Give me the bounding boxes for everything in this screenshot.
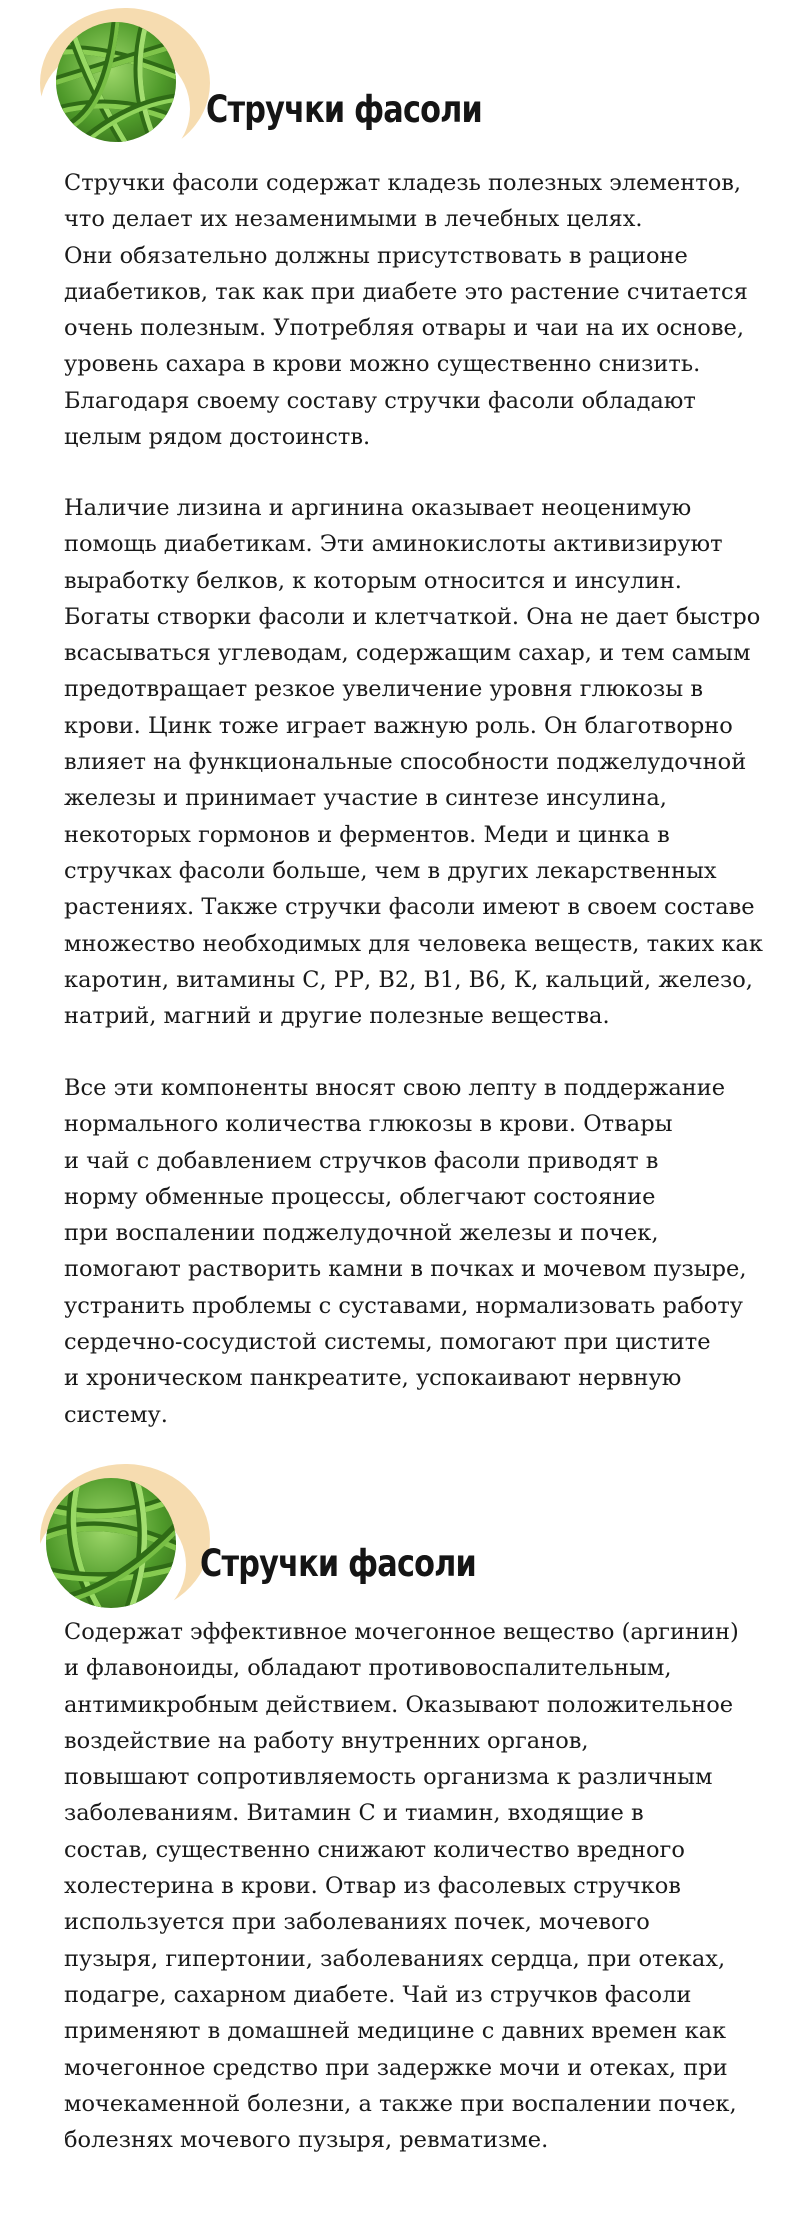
paragraph: Наличие лизина и аргинина оказывает неоценимую помощь диабетикам. Эти аминокислоты активизируют выработку белков, к которым относится и инсулин. Богаты створки фасоли и клетчаткой. Она не дает быстро всасываться углеводам, содержащим сахар, и тем самым предотвращает резкое увеличение уровня глюкозы в крови. Цинк тоже играет важную роль. Он благотворно влияет на функциональные способности поджелудочной железы и принимает участие в синтезе инсулина, некоторых гормонов и ферментов. Меди и цинка в стручках фасоли больше, чем в других лекарственных растениях. Также стручки фасоли имеют в своем составе множество необходимых для человека веществ, таких как каротин, витамины С, РР, В2, В1, В6, К, кальций, железо, натрий, магний и другие полезные вещества. [64,495,763,1030]
section-title: Стручки фасоли [206,88,483,131]
section-header [0,0,800,170]
section-title: Стручки фасоли [200,1542,477,1585]
section-header [0,1452,800,1622]
green-beans-image [56,22,176,142]
green-beans-illustration [46,1478,176,1608]
green-beans-illustration [56,22,176,142]
green-beans-image [46,1478,176,1608]
paragraph: Стручки фасоли содержат кладезь полезных элементов, что делает их незаменимыми в лечебных целях. Они обязательно должны присутствовать в рационе диабетиков, так как при диабете это растение считается очень полезным. Употребляя отвары и чаи на их основе, уровень сахара в крови можно существенно снизить. Благодаря своему составу стручки фасоли обладают целым рядом достоинств. [64,170,748,451]
paragraph: Все эти компоненты вносят свою лепту в поддержание нормального количества глюкозы в крови. Отвары и чай с добавлением стручков фасоли приводят в норму обменные процессы, облегчают состояние при воспалении поджелудочной железы и почек, помогают растворить камни в почках и мочевом пузыре, устранить проблемы с суставами, нормализовать работу сердечно-сосудистой системы, помогают при цистите и хроническом панкреатите, успокаивают нервную систему. [64,1075,747,1428]
paragraph: Содержат эффективное мочегонное вещество (аргинин) и флавоноиды, обладают противовоспалительным, антимикробным действием. Оказывают положительное воздействие на работу внутренних органов, повышают сопротивляемость организма к различным заболеваниям. Витамин С и тиамин, входящие в состав, существенно снижают количество вредного холестерина в крови. Отвар из фасолевых стручков используется при заболеваниях почек, мочевого пузыря, гипертонии, заболеваниях сердца, при отеках, подагре, сахарном диабете. Чай из стручков фасоли применяют в домашней медицине с давних времен как мочегонное средство при задержке мочи и отеках, при мочекаменной болезни, а также при воспалении почек, болезнях мочевого пузыря, ревматизме. [64,1619,739,2154]
section-2 [0,1452,800,2154]
